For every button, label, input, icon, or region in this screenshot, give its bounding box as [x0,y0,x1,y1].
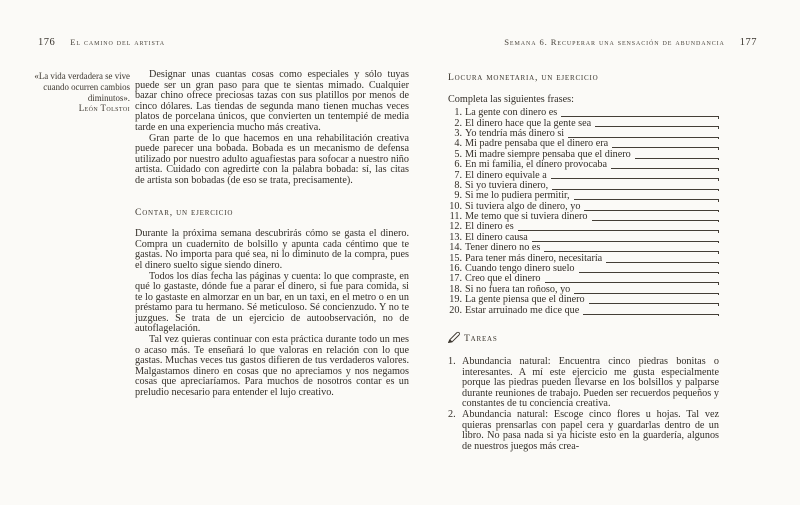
exercise-text: El dinero es [465,221,514,233]
right-page-number: 177 [739,37,757,48]
right-text-column [448,73,719,452]
fill-in-blank-line [574,285,718,294]
exercise-number: 17. [449,273,462,285]
fill-in-blank-line [635,150,718,159]
paragraph: Designar unas cuantas cosas como especiales y sólo tuyas puede ser un gran paso para que te sientas mimado. Cualquier bazar chino ofrece preciosas tazas con sus platillos por menos de cinco dólares. Las tiendas de segunda mano tienen muchas veces platos de porcelana únicos, que convierten un tentempié de media tarde en una experiencia mucho más creativa. [135,69,409,133]
fill-in-blank-line [552,181,718,190]
fill-in-blank-line [551,171,718,180]
left-running-title: El camino del artista [70,37,165,47]
fill-in-blank-line [545,274,718,283]
right-running-header [504,37,757,48]
task-item [448,410,719,452]
tasks-list [448,357,719,452]
exercise-number: 6. [454,159,462,171]
fill-in-blank-line [584,202,718,211]
tasks-heading-label: Tareas [464,332,498,344]
exercise-text: El dinero equivale a [465,169,547,181]
exercise-text: Si tuviera algo de dinero, yo [465,200,581,212]
exercise-number: 1. [454,107,462,119]
exercise-text: Mi madre siempre pensaba que el dinero [465,148,631,160]
exercise-number: 2. [454,117,462,129]
fill-in-blank-line [589,295,718,304]
exercise-number: 15. [449,252,462,264]
paragraph: Durante la próxima semana descubrirás cómo se gasta el dinero. Compra un cuadernito de bolsillo y apunta cada céntimo que te gastas. No importa para qué sea, ni lo diminuto de la compra, pues el dinero suelto sigue siendo dinero. [135,228,409,271]
exercise-text: Cuando tengo dinero suelo [465,263,575,275]
exercise-text: Para tener más dinero, necesitaría [465,252,603,264]
task-text: Abundancia natural: Escoge cinco flores u hojas. Tal vez quieras prensarlas con papel cera y guardarlas dentro de un libro. No pasa nada si ya hiciste esto en la guardería, algunos de nuestros juegos más crea- [462,408,719,452]
exercise-list [448,108,719,316]
exercise-number: 20. [449,304,462,316]
exercise-number: 16. [449,263,462,275]
quote-attribution: León Tolstoi [78,103,130,114]
exercise-intro: Completa las siguientes frases: [448,93,574,105]
exercise-text: Me temo que si tuviera dinero [465,211,588,223]
exercise-number: 5. [454,148,462,160]
exercise-number: 13. [449,231,462,243]
fill-in-blank-line [606,254,718,263]
exercise-number: 7. [454,169,462,181]
right-running-title: Semana 6. Recuperar una sensación de abundancia [504,37,725,47]
fill-in-blank-line [544,243,718,252]
exercise-text: El dinero causa [465,231,528,243]
paragraph: Tal vez quieras continuar con esta práctica durante todo un mes o acaso más. Te enseñará lo que valoras en relación con lo que gastas. Muchas veces tus gastos difieren de tus verdaderos valores. Malgastamos dinero en cosas que no apreciamos y nos negamos cosas que apreciaríamos. Para muchos de nosotros contar es un preludio necesario para entender el lujo creativo. [135,334,409,399]
exercise-text: Yo tendría más dinero si [465,127,565,139]
left-running-header [38,37,165,48]
exercise-number: 11. [449,211,462,223]
fill-in-blank-line [518,222,718,231]
margin-quote [30,71,130,114]
exercise-number: 10. [449,200,462,212]
fill-in-blank-line [568,129,718,138]
fill-in-blank-line [561,108,718,117]
paragraph: Todos los días fecha las páginas y cuenta: lo que compraste, en qué lo gastaste, dónde fue a parar el dinero, si fue para comida, si te lo gastaste en almorzar en un bar, en un taxi, en el metro o en un préstamo para tu hermano. Sé meticuloso. Sé concienzudo. Y no te juzgues. Se trata de un ejercicio de autoobservación, no de autoflagelación. [135,270,409,335]
left-page-number: 176 [38,37,56,48]
exercise-text: Si no fuera tan roñoso, yo [465,283,571,295]
tasks-heading [448,333,719,345]
exercise-number: 8. [454,179,462,191]
exercise-number: 3. [454,127,462,139]
exercise-text: Tener dinero no es [465,242,541,254]
quote-text: «La vida verdadera se vive cuando ocurren cambios diminutos». [34,71,130,103]
exercise-text: La gente piensa que el dinero [465,294,585,306]
section-heading-locura: Locura monetaria, un ejercicio [448,72,599,83]
fill-in-blank-line [595,119,718,128]
fill-in-blank-line [532,233,718,242]
task-number: 2. [448,408,456,420]
pen-icon [448,331,460,343]
fill-in-blank-line [611,160,718,169]
exercise-text: Creo que el dinero [465,273,541,285]
fill-in-blank-line [579,264,719,273]
fill-in-blank-line [592,212,719,221]
exercise-text: Estar arruinado me dice que [465,304,580,316]
fill-in-blank-line [574,191,718,200]
exercise-number: 12. [449,221,462,233]
exercise-item [448,160,719,170]
task-text: Abundancia natural: Encuentra cinco piedras bonitas o interesantes. A mí este ejercicio me gusta especialmente porque las piedras pueden llevarse en los bolsillos y palparse durante reuniones de trabajo. Pueden ser recuerdos pequeños y constantes de tu conciencia creativa. [462,356,719,410]
exercise-text: El dinero hace que la gente sea [465,117,592,129]
exercise-number: 4. [454,138,462,150]
paragraph: Gran parte de lo que hacemos en una rehabilitación creativa puede parecer una bobada. Bobada es un mecanismo de defensa utilizado por nuestro adulto aguafiestas para sofocar a nuestro niño artista. Cuidado con agredirte con la palabra bobada: sí, las citas de artista son bobadas (de eso se trata, precisamente). [135,132,409,186]
exercise-number: 19. [449,294,462,306]
task-item [448,357,719,410]
exercise-text: Mi padre pensaba que el dinero era [465,138,609,150]
exercise-number: 9. [454,190,462,202]
exercise-number: 14. [449,242,462,254]
left-text-column [135,70,409,399]
task-number: 1. [448,356,456,367]
exercise-item [448,306,719,316]
section-heading-contar: Contar, un ejercicio [135,206,234,218]
exercise-text: La gente con dinero es [465,107,558,119]
exercise-text: Si me lo pudiera permitir, [465,190,570,202]
exercise-number: 18. [449,283,462,295]
exercise-text: En mi familia, el dinero provocaba [465,159,608,171]
fill-in-blank-line [583,306,718,315]
exercise-text: Si yo tuviera dinero, [465,179,549,191]
fill-in-blank-line [612,139,718,148]
